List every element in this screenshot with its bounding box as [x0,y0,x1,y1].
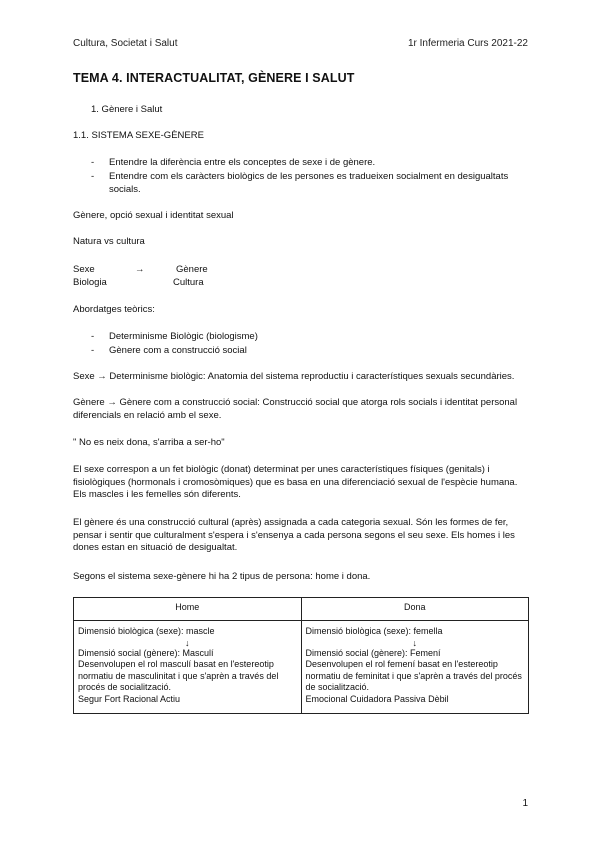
dona-traits: Emocional Cuidadora Passiva Dèbil [305,693,449,704]
natura-cultura-line: Natura vs cultura [73,236,145,247]
pair-genere: Gènere [176,264,208,275]
list-item [91,157,531,170]
column-header-dona: Dona [301,598,529,621]
bullet-dash: - [91,157,95,168]
bullet-dash: - [91,345,95,356]
pair-cultura: Cultura [173,277,204,288]
down-arrow-icon: ↓ [185,637,190,648]
list-item-text: Determinisme Biològic (biologisme) [109,331,258,342]
page-title: TEMA 4. INTERACTUALITAT, GÈNERE I SALUT [73,71,355,85]
home-description: Desenvolupen el rol masculí basat en l'estereotip normatiu de masculinitat i que s'aprèn a través del procés de socialització. [78,659,279,692]
paragraph-tipus-persona: Segons el sistema sexe-gènere hi ha 2 tipus de persona: home i dona. [73,571,371,582]
home-traits: Segur Fort Racional Actiu [78,693,181,704]
cell-home [74,621,302,714]
paragraph-genere-definition: El gènere és una construcció cultural (après) assignada a cada categoria sexual. Són les formes de fer, pensar i sentir que culturalment s'espera i s'ensenya a cada persona segons el seu sexe. Els homes i les dones estan en situació de desigualtat. [73,517,515,553]
dona-description: Desenvolupen el rol femení basat en l'estereotip normatiu de feminitat i que s'aprèn a través del procés de socialització. [305,659,522,692]
pair-sexe: Sexe [73,264,95,275]
list-item [91,331,531,344]
home-social: Dimensió social (gènere): Masculí [78,647,214,658]
list-item-text: Entendre com els caràcters biològics de les persones es tradueixen socialment en desigualtats socials. [109,171,509,195]
paragraph-sexe-definition: El sexe correspon a un fet biològic (donat) determinat per unes característiques físiques (genitals) i fisiològiques (hormonals i cromosòmiques) que es basa en una diferenciació sexual de l'espècie humana. Els mascles i les femelles són diferents. [73,464,518,500]
section-heading: 1.1. SISTEMA SEXE-GÈNERE [73,130,204,141]
table-header-row [74,598,529,621]
home-biological: Dimensió biològica (sexe): mascle [78,626,215,636]
down-arrow-icon: ↓ [412,637,417,648]
subtitle: Gènere, opció sexual i identitat sexual [73,210,234,221]
bullet-dash: - [91,331,95,342]
quote: " No es neix dona, s'arriba a ser-ho" [73,437,225,448]
dona-social: Dimensió social (gènere): Femení [305,647,441,658]
list-item-text: Entendre la diferència entre els conceptes de sexe i de gènere. [109,157,376,168]
bullet-dash: - [91,171,95,182]
dona-biological: Dimensió biològica (sexe): femella [305,626,443,636]
numbered-heading: 1. Gènere i Salut [91,104,163,115]
page-number: 1 [522,798,528,809]
list-item [91,171,531,196]
cell-dona [301,621,529,714]
abordatges-heading: Abordatges teòrics: [73,304,155,315]
paragraph-genere: Gènere → Gènere com a construcció social: Construcció social que atorga rols socials i identitat personal diferencials en relació amb el sexe. [73,397,518,421]
paragraph-sexe: Sexe → Determinisme biològic: Anatomia del sistema reproductiu i característiques sexuals secundàries. [73,371,515,382]
header-course-year: 1r Infermeria Curs 2021-22 [407,38,528,49]
pair-biologia: Biologia [73,277,107,288]
pair-arrow: → [135,264,145,275]
header-course-name: Cultura, Societat i Salut [73,38,178,49]
column-header-home: Home [74,598,302,621]
list-item-text: Gènere com a construcció social [109,345,247,356]
home-dona-table [73,597,529,714]
table-row [74,621,529,714]
list-item [91,345,531,358]
